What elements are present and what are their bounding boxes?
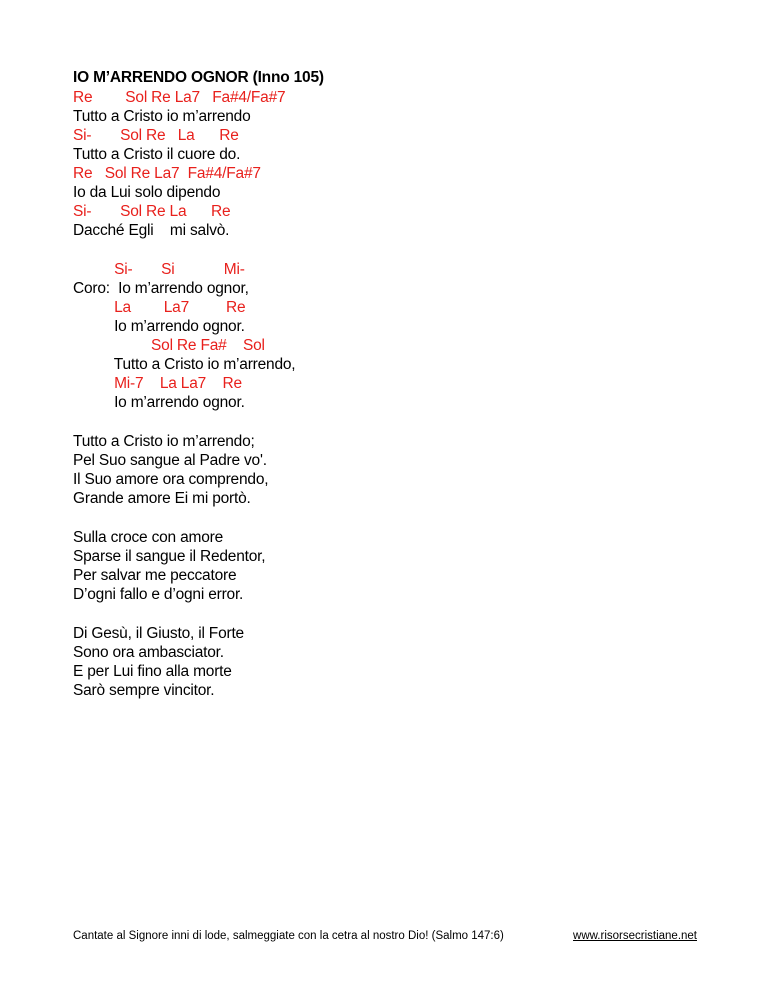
song-title: IO M’ARRENDO OGNOR (Inno 105): [73, 69, 324, 86]
lyric-line: Sono ora ambasciator.: [73, 644, 224, 661]
footer-quote: Cantate al Signore inni di lode, salmeggiate con la cetra al nostro Dio! (Salmo 147:6): [73, 930, 504, 942]
lyric-line: Sulla croce con amore: [73, 529, 224, 546]
chord-line: Re Sol Re La7 Fa#4/Fa#7: [73, 165, 261, 182]
lyric-line: Tutto a Cristo io m’arrendo: [73, 108, 251, 125]
chord-line: La La7 Re: [73, 299, 246, 316]
lyric-line: Il Suo amore ora comprendo,: [73, 471, 269, 488]
lyric-line: Pel Suo sangue al Padre vo'.: [73, 452, 267, 469]
footer-website-link[interactable]: www.risorsecristiane.net: [573, 930, 697, 942]
lyric-line: Io da Lui solo dipendo: [73, 184, 221, 201]
lyric-line: Per salvar me peccatore: [73, 567, 237, 584]
lyric-line: Sarò sempre vincitor.: [73, 682, 215, 699]
chord-line: Si- Sol Re La Re: [73, 127, 239, 144]
lyric-line: Dacché Egli mi salvò.: [73, 222, 230, 239]
lyric-line: Coro: Io m’arrendo ognor,: [73, 280, 249, 297]
chord-line: Sol Re Fa# Sol: [73, 337, 265, 354]
lyric-line: E per Lui fino alla morte: [73, 663, 232, 680]
chord-line: Si- Sol Re La Re: [73, 203, 231, 220]
lyric-line: Sparse il sangue il Redentor,: [73, 548, 266, 565]
chord-line: Mi-7 La La7 Re: [73, 375, 242, 392]
chord-line: Si- Si Mi-: [73, 261, 245, 278]
lyric-line: Grande amore Ei mi portò.: [73, 490, 251, 507]
lyric-line: Tutto a Cristo io m’arrendo,: [73, 356, 296, 373]
lyric-line: Tutto a Cristo io m’arrendo;: [73, 433, 255, 450]
chord-line: Re Sol Re La7 Fa#4/Fa#7: [73, 89, 286, 106]
lyric-line: Io m’arrendo ognor.: [73, 318, 245, 335]
lyric-line: Tutto a Cristo il cuore do.: [73, 146, 241, 163]
lyric-line: Io m’arrendo ognor.: [73, 394, 245, 411]
lyric-line: D’ogni fallo e d’ogni error.: [73, 586, 244, 603]
lyric-line: Di Gesù, il Giusto, il Forte: [73, 625, 244, 642]
